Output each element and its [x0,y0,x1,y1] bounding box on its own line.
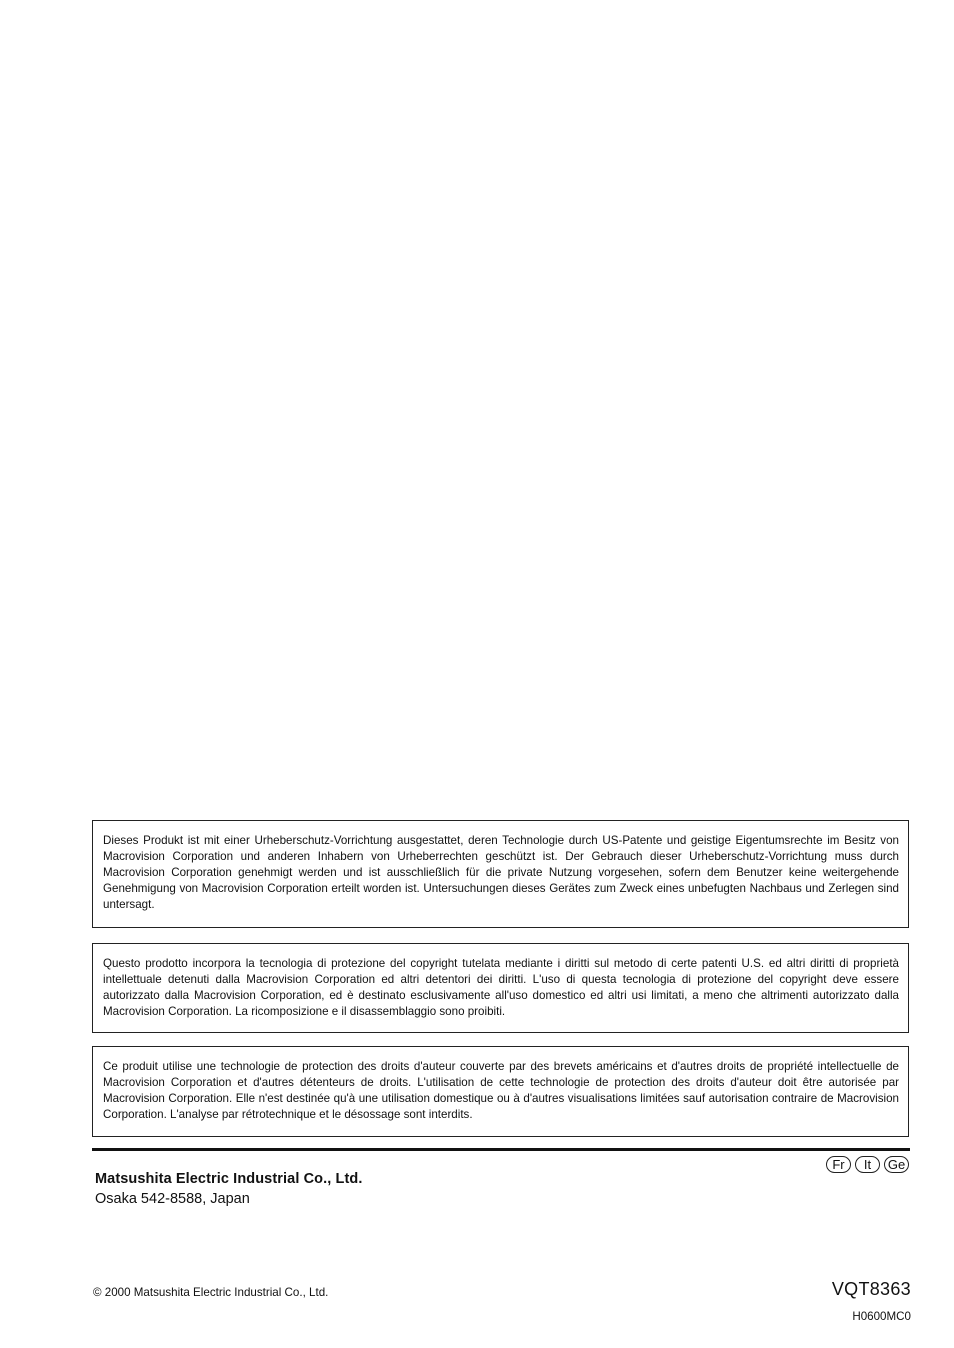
model-code: VQT8363 [831,1279,911,1299]
print-code: H0600MC0 [852,1310,911,1323]
language-badge-ge: Ge [884,1156,909,1173]
company-address: Osaka 542-8588, Japan [95,1191,250,1207]
notice-italian: Questo prodotto incorpora la tecnologia di protezione del copyright tutelata mediante i diritti sul metodo di certe patenti U.S. ed altri diritti di proprietà intellettuale detenuti dalla Macrovision Corporation ed altri detentori dei diritti. L'uso di questa tecnologia di protezione del copyright deve essere autorizzato dalla Macrovision Corporation, ed è destinato esclusivamente all'uso domestico ed altri usi limitati, a meno che altrimenti autorizzato dalla Macrovision Corporation. La ricomposizione e il disassemblaggio sono proibiti. [92,943,909,1033]
copyright-notice: © 2000 Matsushita Electric Industrial Co., Ltd. [93,1286,329,1299]
notice-german: Dieses Produkt ist mit einer Urheberschutz-Vorrichtung ausgestattet, deren Technologie durch US-Patente und geistige Eigentumsrechte im Besitz von Macrovision Corporation und anderen Inhabern von Urheberrechten geschützt ist. Der Gebrauch dieser Urheberschutz-Vorrichtung muss durch Macrovision Corporation genehmigt werden und ist ausschließlich für die private Nutzung vorgesehen, sofern dem Benutzer keine weitergehende Genehmigung von Macrovision Corporation erteilt worden ist. Untersuchungen dieses Gerätes zum Zweck eines unbefugten Nachbaus und Zerlegen sind untersagt. [92,820,909,928]
company-name: Matsushita Electric Industrial Co., Ltd. [95,1171,363,1187]
language-badge-it: It [855,1156,880,1173]
notice-french: Ce produit utilise une technologie de protection des droits d'auteur couverte par des brevets américains et d'autres droits de propriété intellectuelle de Macrovision Corporation et d'autres détenteurs de droits. L'utilisation de cette technologie de protection des droits d'auteur doit être autorisée par Macrovision Corporation. Elle n'est destinée qu'à une utilisation domestique ou à d'autres visualisations limitées sauf autorisation contraire de Macrovision Corporation. L'analyse par rétrotechnique et le désossage sont interdits. [92,1046,909,1137]
language-badge-fr: Fr [826,1156,851,1173]
language-badges [826,1156,909,1173]
divider-rule [92,1148,910,1151]
